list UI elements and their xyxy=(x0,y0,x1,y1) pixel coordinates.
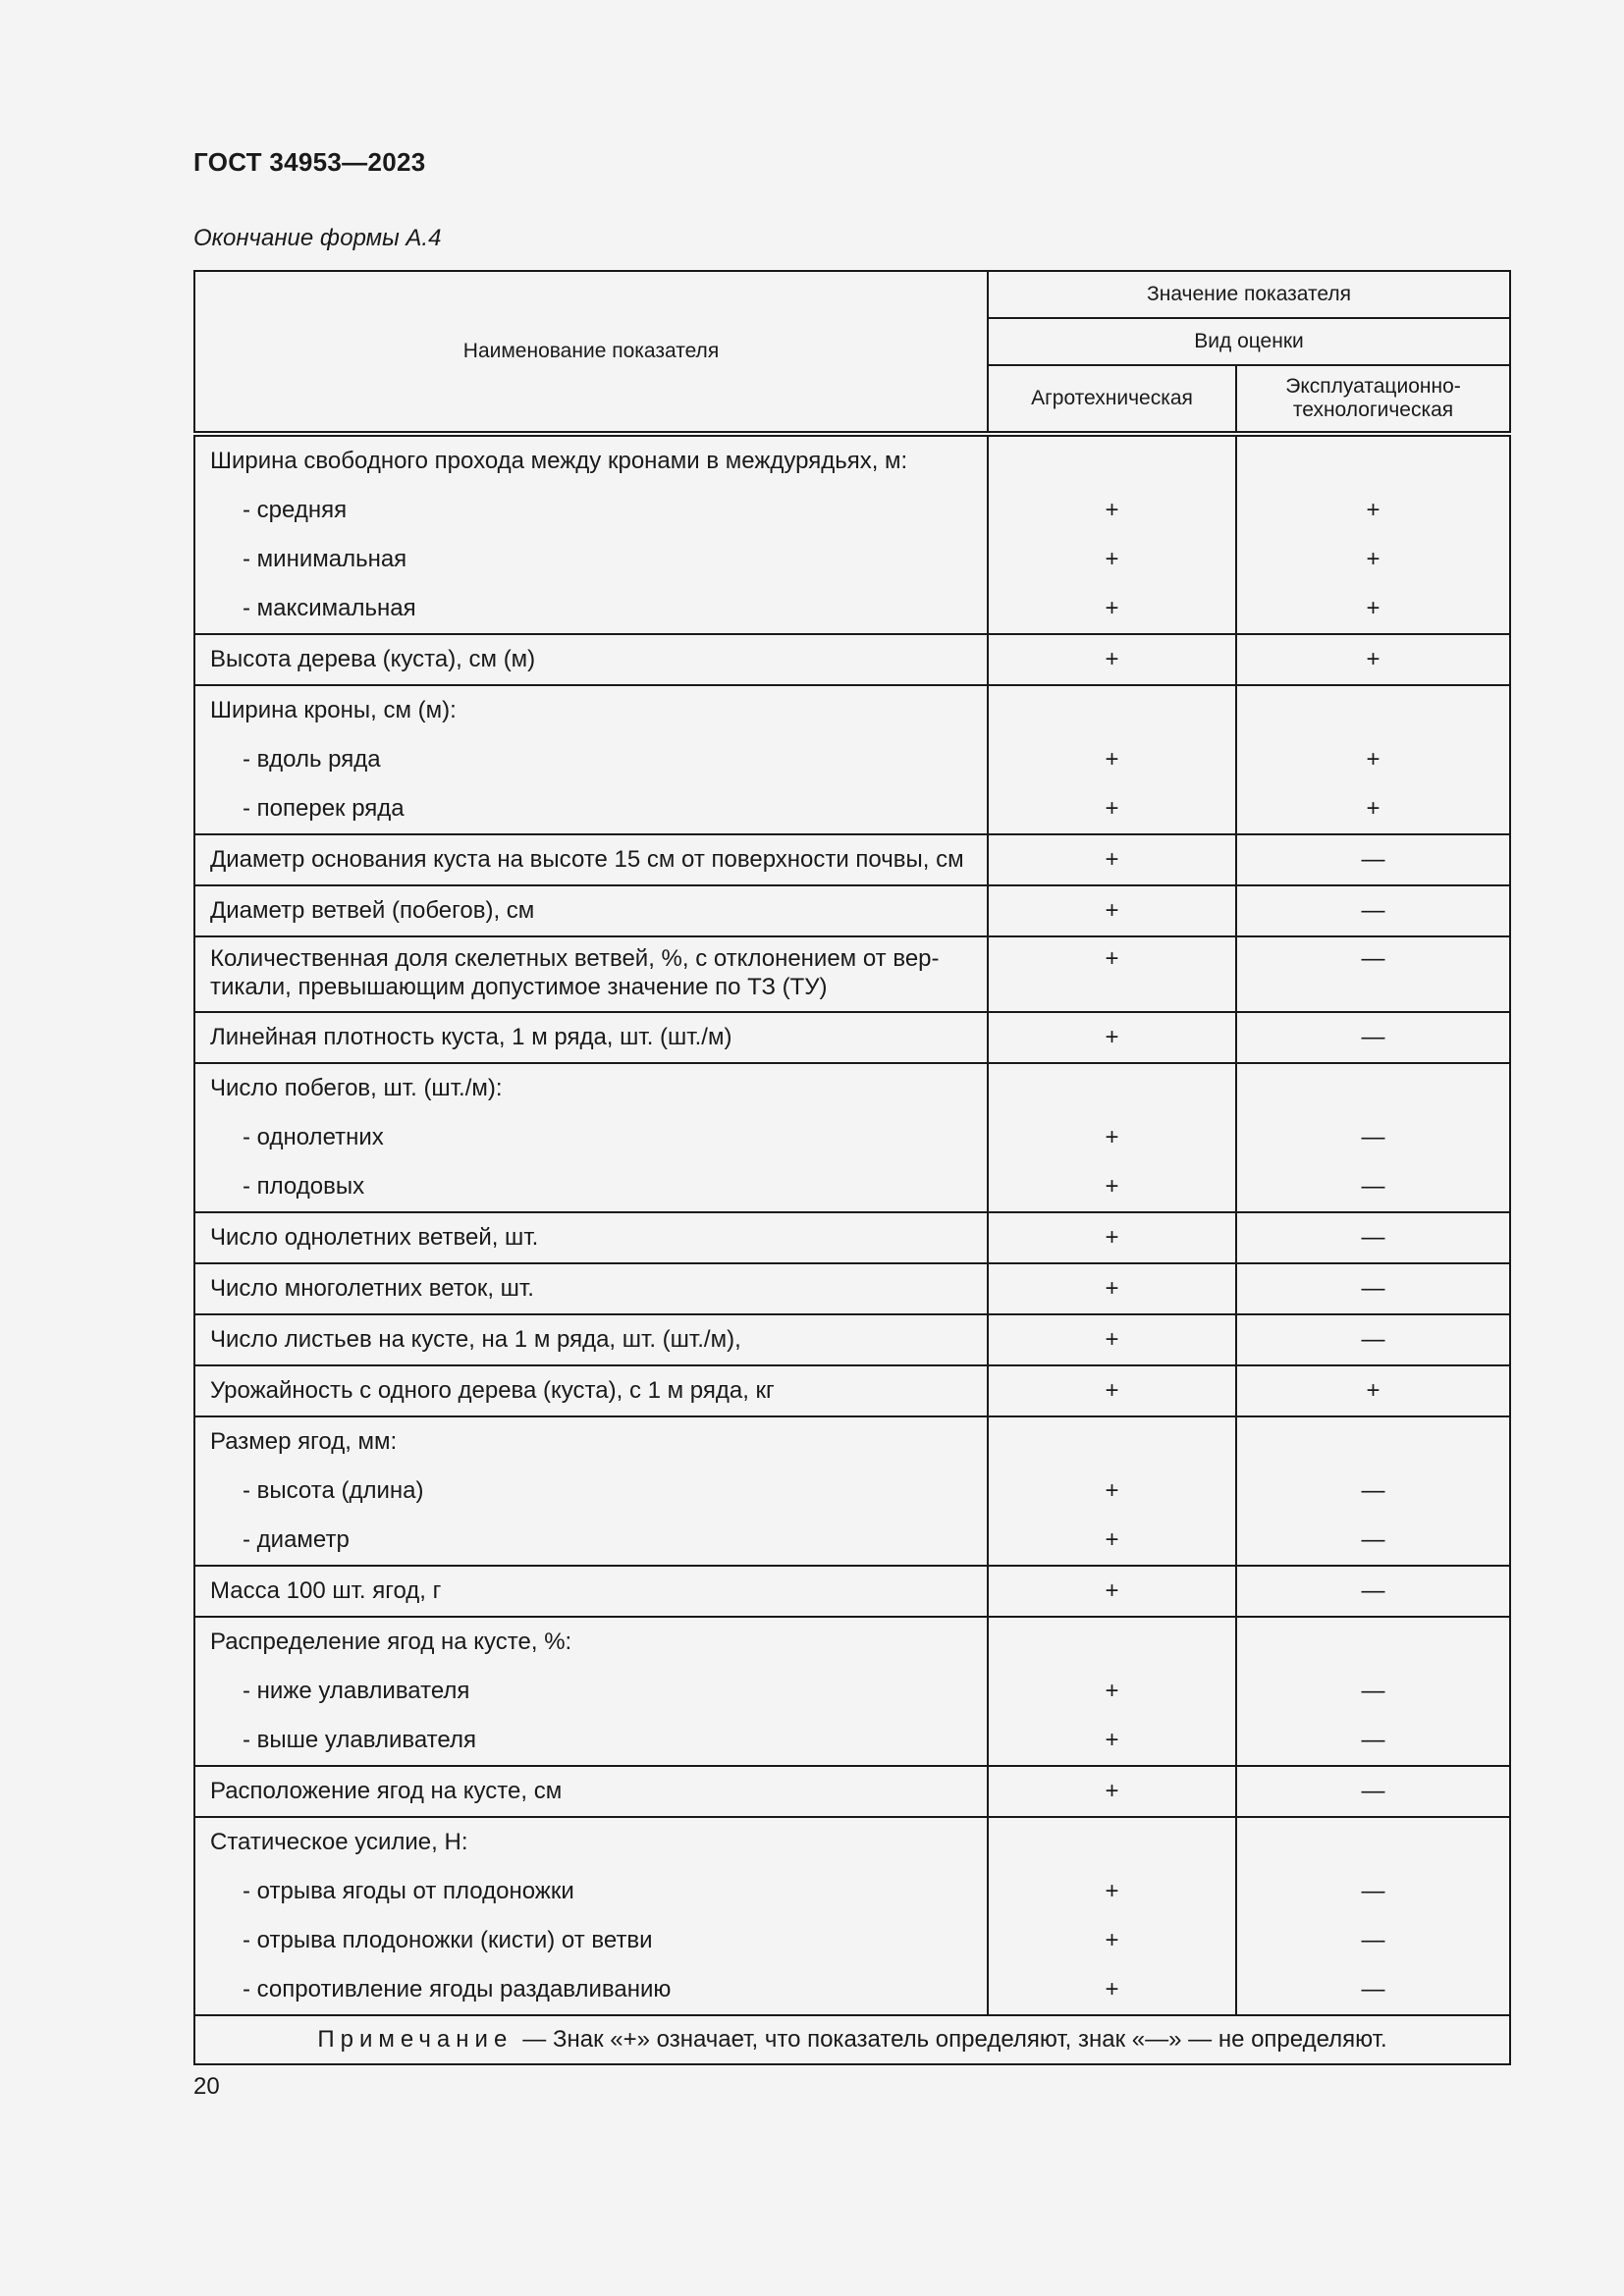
operational-cell xyxy=(1236,1012,1510,1063)
agrotechnical-mark xyxy=(989,1818,1235,1867)
agrotechnical-mark xyxy=(989,1417,1235,1467)
indicator-title: Урожайность с одного дерева (куста), с 1 м ряда, кг xyxy=(210,1377,775,1404)
indicator-title: Масса 100 шт. ягод, г xyxy=(210,1577,442,1604)
header-agrotechnical: Агротехническая xyxy=(988,365,1236,434)
agrotechnical-mark xyxy=(989,437,1235,486)
agrotechnical-mark: + xyxy=(1105,546,1119,572)
operational-mark: — xyxy=(1361,1224,1385,1251)
operational-mark xyxy=(1237,1818,1509,1867)
agrotechnical-cell xyxy=(988,1012,1236,1063)
indicator-title: Число побегов, шт. (шт./м): xyxy=(210,1075,503,1101)
indicator-name-cell xyxy=(194,434,988,634)
page-number: 20 xyxy=(193,2073,220,2100)
indicator-name-cell xyxy=(194,1766,988,1817)
operational-mark: — xyxy=(1361,1678,1385,1704)
indicator-group-row xyxy=(194,1063,1510,1212)
operational-cell xyxy=(1236,1063,1510,1212)
indicator-name-cell xyxy=(194,634,988,685)
indicator-title: Линейная плотность куста, 1 м ряда, шт. (шт./м) xyxy=(210,1024,732,1050)
agrotechnical-mark: + xyxy=(1105,497,1119,523)
agrotechnical-mark: + xyxy=(1105,646,1119,672)
agrotechnical-cell xyxy=(988,685,1236,834)
operational-cell xyxy=(1236,834,1510,885)
indicator-title: Расположение ягод на кусте, см xyxy=(210,1778,563,1804)
agrotechnical-mark xyxy=(989,1618,1235,1667)
indicator-title: Статическое усилие, Н: xyxy=(210,1829,468,1855)
agrotechnical-mark: + xyxy=(1105,1976,1119,2002)
agrotechnical-mark: + xyxy=(1105,1173,1119,1200)
note-row xyxy=(194,2015,1510,2064)
operational-mark: + xyxy=(1366,497,1380,523)
note-text: — Знак «+» означает, что показатель определяют, знак «—» — не определяют. xyxy=(522,2026,1387,2053)
indicator-group-row xyxy=(194,1566,1510,1617)
indicator-title: Количественная доля скелетных ветвей, %, с отклонением от вер- xyxy=(210,945,940,972)
indicator-group-row xyxy=(194,1766,1510,1817)
operational-mark: — xyxy=(1361,1477,1385,1504)
indicator-title: Число однолетних ветвей, шт. xyxy=(210,1224,539,1251)
operational-mark: + xyxy=(1366,546,1380,572)
indicator-group-row xyxy=(194,634,1510,685)
indicator-subitem: - поперек ряда xyxy=(243,795,405,822)
operational-cell xyxy=(1236,1766,1510,1817)
indicator-title: Размер ягод, мм: xyxy=(210,1428,398,1455)
agrotechnical-mark: + xyxy=(1105,945,1119,972)
agrotechnical-mark: + xyxy=(1105,795,1119,822)
operational-cell xyxy=(1236,1365,1510,1416)
indicator-group-row xyxy=(194,1416,1510,1566)
agrotechnical-cell xyxy=(988,1617,1236,1766)
operational-mark: — xyxy=(1361,1526,1385,1553)
operational-cell xyxy=(1236,1212,1510,1263)
agrotechnical-mark: + xyxy=(1105,1678,1119,1704)
operational-cell xyxy=(1236,885,1510,936)
indicator-subitem: - максимальная xyxy=(243,595,416,621)
indicator-name-cell xyxy=(194,1617,988,1766)
operational-cell xyxy=(1236,634,1510,685)
indicator-group-row xyxy=(194,434,1510,634)
indicator-name-cell xyxy=(194,1063,988,1212)
operational-mark: — xyxy=(1361,846,1385,873)
operational-mark xyxy=(1237,1618,1509,1667)
indicator-group-row xyxy=(194,1212,1510,1263)
agrotechnical-mark: + xyxy=(1105,846,1119,873)
agrotechnical-mark: + xyxy=(1105,1377,1119,1404)
operational-cell xyxy=(1236,1263,1510,1314)
indicator-subitem: - высота (длина) xyxy=(243,1477,424,1504)
agrotechnical-mark: + xyxy=(1105,746,1119,773)
operational-mark: — xyxy=(1361,1124,1385,1150)
agrotechnical-cell xyxy=(988,434,1236,634)
operational-cell xyxy=(1236,1617,1510,1766)
indicator-subitem: - ниже улавливателя xyxy=(243,1678,470,1704)
indicator-group-row xyxy=(194,1817,1510,2015)
operational-mark: + xyxy=(1366,1377,1380,1404)
indicator-title-continued: тикали, превышающим допустимое значение по ТЗ (ТУ) xyxy=(210,974,828,1000)
operational-mark xyxy=(1237,686,1509,735)
indicator-subitem: - сопротивление ягоды раздавливанию xyxy=(243,1976,672,2002)
agrotechnical-mark: + xyxy=(1105,1577,1119,1604)
note-label: Примечание xyxy=(317,2026,514,2053)
agrotechnical-cell xyxy=(988,885,1236,936)
operational-mark: — xyxy=(1361,1727,1385,1753)
indicator-subitem: - средняя xyxy=(243,497,348,523)
indicator-title: Диаметр ветвей (побегов), см xyxy=(210,897,535,924)
indicator-name-cell xyxy=(194,1365,988,1416)
agrotechnical-mark: + xyxy=(1105,1778,1119,1804)
indicator-title: Ширина свободного прохода между кронами в междурядьях, м: xyxy=(210,448,908,474)
indicator-subitem: - отрыва плодоножки (кисти) от ветви xyxy=(243,1927,653,1953)
operational-cell xyxy=(1236,1416,1510,1566)
agrotechnical-mark: + xyxy=(1105,1878,1119,1904)
indicator-group-row xyxy=(194,1365,1510,1416)
indicator-name-cell xyxy=(194,1566,988,1617)
operational-cell xyxy=(1236,685,1510,834)
indicators-table xyxy=(193,270,1511,2065)
indicator-subitem: - минимальная xyxy=(243,546,407,572)
indicator-subitem: - диаметр xyxy=(243,1526,350,1553)
operational-cell xyxy=(1236,434,1510,634)
agrotechnical-mark: + xyxy=(1105,595,1119,621)
operational-mark: — xyxy=(1361,1976,1385,2002)
operational-mark: — xyxy=(1361,1275,1385,1302)
operational-mark xyxy=(1237,1417,1509,1467)
indicator-name-cell xyxy=(194,936,988,1012)
operational-mark xyxy=(1237,1064,1509,1113)
agrotechnical-mark: + xyxy=(1105,1275,1119,1302)
agrotechnical-cell xyxy=(988,1817,1236,2015)
agrotechnical-mark: + xyxy=(1105,1326,1119,1353)
agrotechnical-cell xyxy=(988,834,1236,885)
indicator-title: Высота дерева (куста), см (м) xyxy=(210,646,536,672)
indicator-subitem: - однолетних xyxy=(243,1124,384,1150)
indicator-subitem: - плодовых xyxy=(243,1173,365,1200)
agrotechnical-cell xyxy=(988,634,1236,685)
operational-mark: + xyxy=(1366,746,1380,773)
agrotechnical-cell xyxy=(988,1566,1236,1617)
indicator-group-row xyxy=(194,1263,1510,1314)
agrotechnical-cell xyxy=(988,1416,1236,1566)
indicator-name-cell xyxy=(194,1817,988,2015)
header-assessment-kind: Вид оценки xyxy=(988,318,1510,365)
operational-mark: — xyxy=(1361,1878,1385,1904)
agrotechnical-mark xyxy=(989,1064,1235,1113)
indicator-group-row xyxy=(194,885,1510,936)
agrotechnical-mark: + xyxy=(1105,1024,1119,1050)
document-code: ГОСТ 34953—2023 xyxy=(193,147,426,177)
operational-cell xyxy=(1236,1817,1510,2015)
agrotechnical-mark: + xyxy=(1105,1927,1119,1953)
note-cell xyxy=(194,2015,1510,2064)
indicator-group-row xyxy=(194,1012,1510,1063)
indicator-title: Число листьев на кусте, на 1 м ряда, шт. (шт./м), xyxy=(210,1326,741,1353)
indicator-name-cell xyxy=(194,1212,988,1263)
indicator-group-row xyxy=(194,1314,1510,1365)
indicator-title: Число многолетних веток, шт. xyxy=(210,1275,534,1302)
agrotechnical-cell xyxy=(988,1212,1236,1263)
operational-mark: + xyxy=(1366,595,1380,621)
operational-cell xyxy=(1236,936,1510,1012)
agrotechnical-cell xyxy=(988,1263,1236,1314)
header-operational-line1: Эксплуатационно- xyxy=(1285,375,1461,398)
indicator-title: Распределение ягод на кусте, %: xyxy=(210,1629,572,1655)
agrotechnical-mark: + xyxy=(1105,1224,1119,1251)
operational-mark: + xyxy=(1366,646,1380,672)
header-indicator-name: Наименование показателя xyxy=(194,271,988,434)
operational-mark: — xyxy=(1361,897,1385,924)
agrotechnical-cell xyxy=(988,936,1236,1012)
form-caption: Окончание формы А.4 xyxy=(193,225,442,251)
operational-mark: + xyxy=(1366,795,1380,822)
operational-mark: — xyxy=(1361,1173,1385,1200)
operational-mark: — xyxy=(1361,1326,1385,1353)
indicator-name-cell xyxy=(194,1263,988,1314)
operational-mark: — xyxy=(1361,1577,1385,1604)
indicator-subitem: - выше улавливателя xyxy=(243,1727,476,1753)
indicator-name-cell xyxy=(194,1416,988,1566)
indicator-name-cell xyxy=(194,1012,988,1063)
agrotechnical-mark: + xyxy=(1105,897,1119,924)
operational-mark: — xyxy=(1361,1927,1385,1953)
indicator-subitem: - отрыва ягоды от плодоножки xyxy=(243,1878,574,1904)
indicator-name-cell xyxy=(194,685,988,834)
header-indicator-value: Значение показателя xyxy=(988,271,1510,318)
agrotechnical-cell xyxy=(988,1766,1236,1817)
indicator-group-row xyxy=(194,1617,1510,1766)
operational-mark: — xyxy=(1361,1778,1385,1804)
operational-cell xyxy=(1236,1314,1510,1365)
indicator-title: Ширина кроны, см (м): xyxy=(210,697,457,723)
header-operational-line2: технологическая xyxy=(1292,399,1454,421)
agrotechnical-mark xyxy=(989,686,1235,735)
agrotechnical-mark: + xyxy=(1105,1477,1119,1504)
indicator-name-cell xyxy=(194,834,988,885)
indicator-group-row xyxy=(194,936,1510,1012)
indicator-title: Диаметр основания куста на высоте 15 см от поверхности почвы, см xyxy=(210,846,964,873)
agrotechnical-cell xyxy=(988,1365,1236,1416)
operational-mark xyxy=(1237,437,1509,486)
agrotechnical-mark: + xyxy=(1105,1124,1119,1150)
agrotechnical-mark: + xyxy=(1105,1526,1119,1553)
header-operational-technological xyxy=(1236,365,1510,434)
operational-mark: — xyxy=(1361,945,1385,972)
operational-mark: — xyxy=(1361,1024,1385,1050)
agrotechnical-cell xyxy=(988,1063,1236,1212)
indicator-group-row xyxy=(194,834,1510,885)
operational-cell xyxy=(1236,1566,1510,1617)
agrotechnical-cell xyxy=(988,1314,1236,1365)
indicator-name-cell xyxy=(194,1314,988,1365)
indicator-name-cell xyxy=(194,885,988,936)
indicator-subitem: - вдоль ряда xyxy=(243,746,381,773)
indicator-group-row xyxy=(194,685,1510,834)
agrotechnical-mark: + xyxy=(1105,1727,1119,1753)
